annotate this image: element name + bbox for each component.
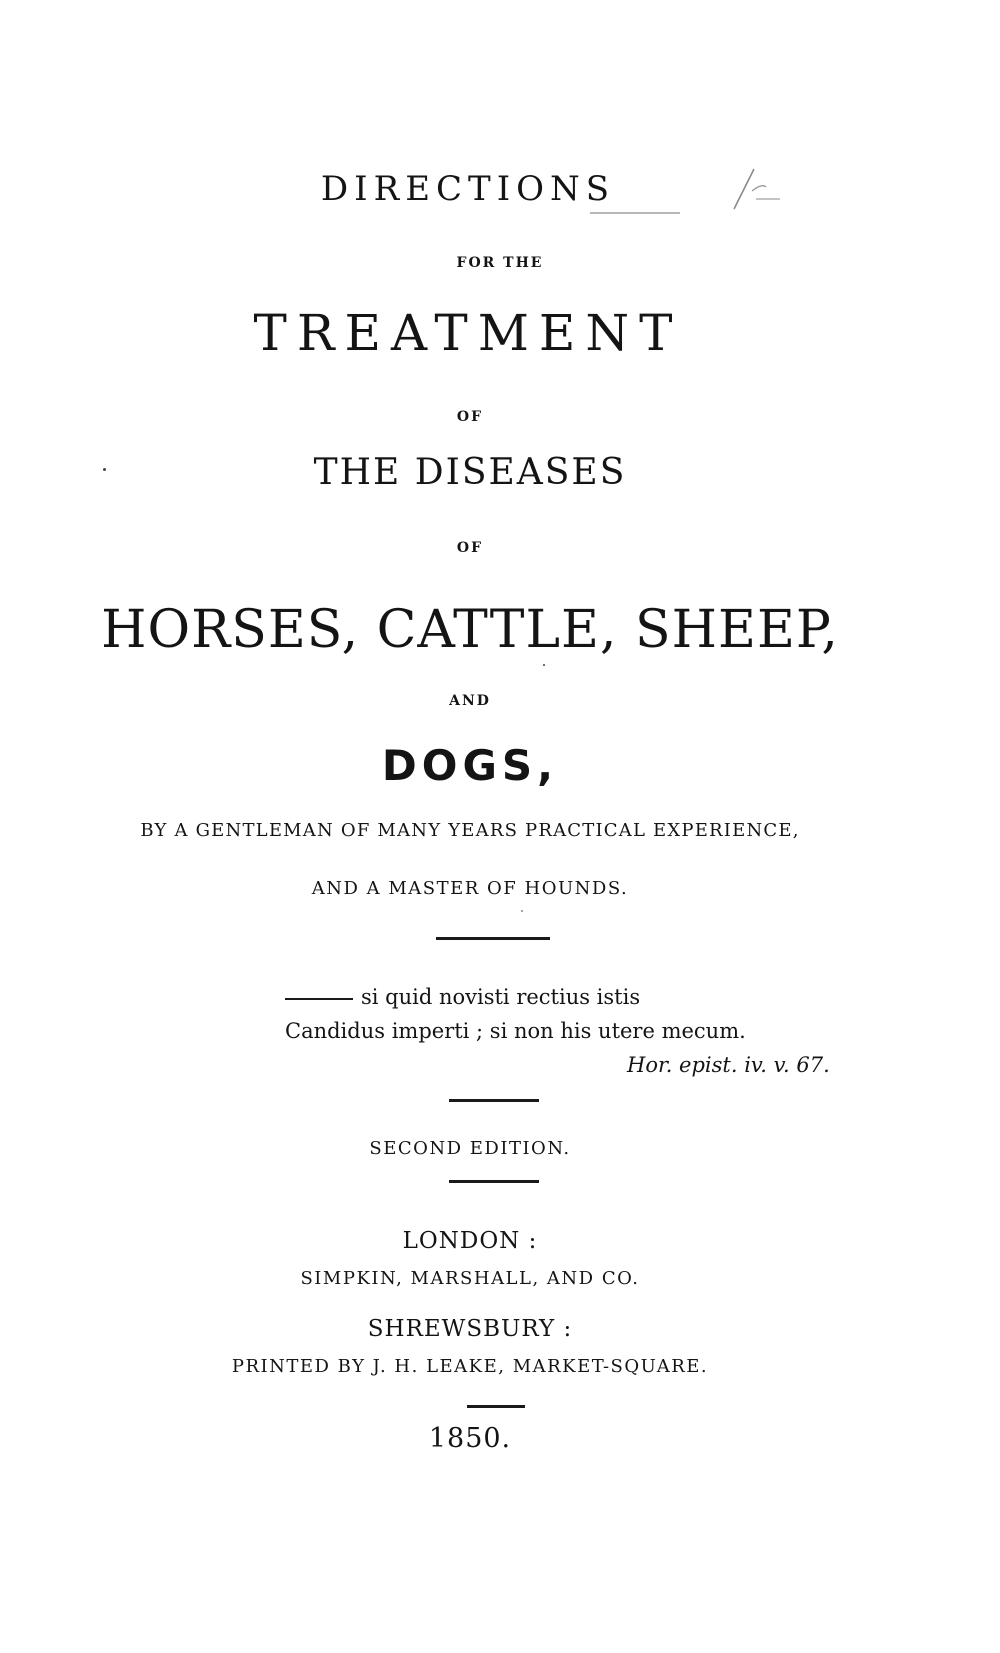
author-line-1: BY A GENTLEMAN OF MANY YEARS PRACTICAL EXPERIENCE, (140, 820, 800, 841)
epigraph-line-1-text: si quid novisti rectius istis (361, 985, 641, 1009)
epigraph-line-2: Candidus imperti ; si non his utere mecum. (285, 1019, 746, 1043)
title-of-1: OF (456, 409, 484, 425)
imprint-city-2: SHREWSBURY : (367, 1316, 573, 1342)
paper-speck (543, 664, 545, 666)
pencil-smudge (590, 212, 680, 214)
pencil-mark-icon (722, 165, 782, 220)
epigraph-line-1 (285, 987, 640, 1008)
title-the-diseases: THE DISEASES (313, 452, 627, 493)
title-for-the: FOR THE (456, 255, 544, 271)
title-of-2: OF (456, 540, 484, 556)
title-treatment: TREATMENT (253, 304, 683, 362)
author-line-2: AND A MASTER OF HOUNDS. (311, 878, 629, 899)
title-animals: HORSES, CATTLE, SHEEP, (101, 600, 839, 660)
imprint-printer: PRINTED BY J. H. LEAKE, MARKET-SQUARE. (231, 1356, 709, 1377)
epigraph-citation: Hor. epist. iv. v. 67. (627, 1053, 830, 1077)
divider-rule (449, 1180, 539, 1183)
divider-rule (436, 937, 550, 940)
title-dogs: DOGS, (381, 741, 559, 790)
epigraph-dash (285, 998, 353, 1000)
edition-statement: SECOND EDITION. (369, 1138, 571, 1159)
imprint-city-1: LONDON : (402, 1228, 538, 1254)
paper-speck (103, 468, 106, 471)
title-directions: DIRECTIONS (320, 169, 616, 209)
title-and: AND (449, 693, 491, 709)
imprint-publisher: SIMPKIN, MARSHALL, AND CO. (300, 1268, 640, 1289)
divider-rule (467, 1405, 525, 1408)
paper-speck (521, 910, 523, 912)
divider-rule (449, 1099, 539, 1102)
imprint-year: 1850. (428, 1423, 512, 1454)
